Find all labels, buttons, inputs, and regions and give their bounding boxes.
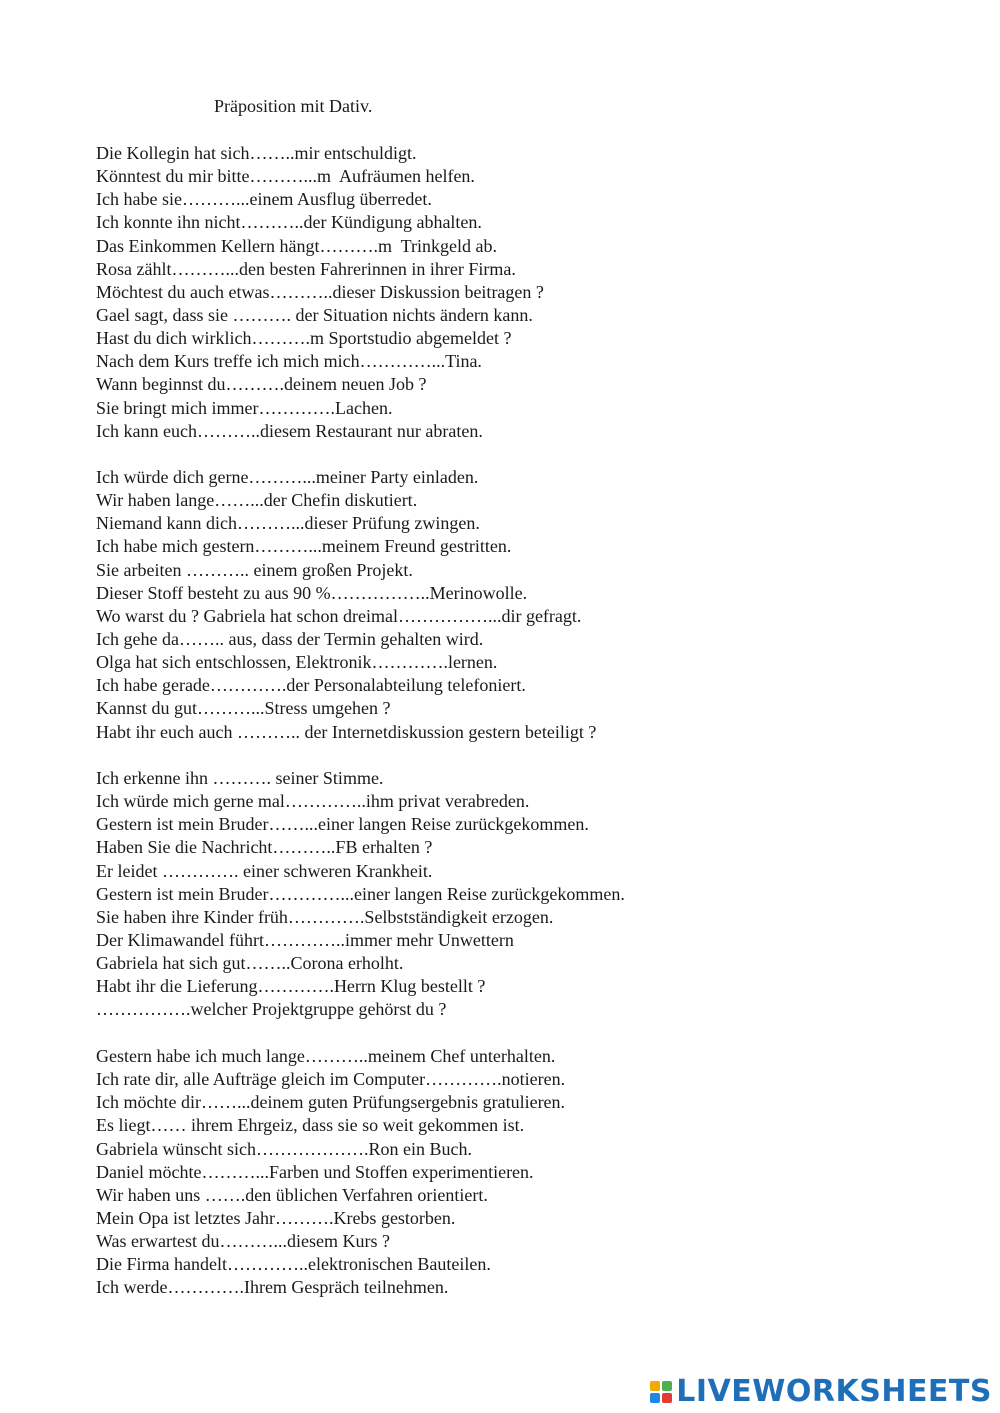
sentence-line: Gael sagt, dass sie ………. der Situation nichts ändern kann. — [96, 304, 533, 325]
sentence-line: Ich habe gerade………….der Personalabteilung telefoniert. — [96, 675, 526, 696]
sentence-line: Gestern ist mein Bruder…………...einer langen Reise zurückgekommen. — [96, 883, 625, 904]
sentence-line: Gabriela wünscht sich……………….Ron ein Buch. — [96, 1138, 472, 1159]
logo-tile-1 — [650, 1381, 660, 1391]
sentence-line: Die Firma handelt…………..elektronischen Bauteilen. — [96, 1254, 491, 1275]
sentence-line: Möchtest du auch etwas………..dieser Diskussion beitragen ? — [96, 281, 544, 302]
sentence-line: Ich erkenne ihn ………. seiner Stimme. — [96, 768, 384, 788]
logo-text: LIVEWORKSHEETS — [676, 1374, 992, 1409]
sentence-line: Das Einkommen Kellern hängt……….m Trinkgeld ab. — [96, 235, 497, 256]
sentence-line: Gestern habe ich much lange………..meinem Chef unterhalten. — [96, 1046, 556, 1066]
sentence-line: Ich konnte ihn nicht………..der Kündigung abhalten. — [96, 212, 482, 233]
sentence-line: Haben Sie die Nachricht………..FB erhalten ? — [96, 837, 433, 858]
sentence-line: Wann beginnst du……….deinem neuen Job ? — [96, 374, 427, 395]
sentence-line: Daniel möchte………...Farben und Stoffen experimentieren. — [96, 1161, 534, 1182]
sentence-line: Nach dem Kurs treffe ich mich mich…………...Tina. — [96, 351, 482, 372]
sentence-line: Ich habe sie………...einem Ausflug überredet. — [96, 189, 432, 210]
exercise-block-1 — [96, 142, 544, 443]
liveworksheets-logo[interactable] — [650, 1374, 992, 1409]
sentence-line: Habt ihr die Lieferung………….Herrn Klug bestellt ? — [96, 976, 486, 997]
sentence-line: Mein Opa ist letztes Jahr……….Krebs gestorben. — [96, 1207, 456, 1228]
sentence-line: Habt ihr euch auch ……….. der Internetdiskussion gestern beteiligt ? — [96, 721, 597, 742]
sentence-line: Ich würde mich gerne mal…………..ihm privat verabreden. — [96, 791, 530, 812]
sentence-line: Niemand kann dich………...dieser Prüfung zwingen. — [96, 513, 480, 534]
sentence-line: Wir haben lange……...der Chefin diskutiert. — [96, 490, 418, 511]
sentence-line: Ich kann euch………..diesem Restaurant nur abraten. — [96, 420, 483, 441]
sentence-line: Sie bringt mich immer………….Lachen. — [96, 397, 393, 418]
sentence-line: Olga hat sich entschlossen, Elektronik………….lernen. — [96, 652, 498, 673]
sentence-line: Dieser Stoff besteht zu aus 90 %……………..Merinowolle. — [96, 582, 528, 603]
sentence-line: Ich habe mich gestern………...meinem Freund gestritten. — [96, 536, 512, 557]
sentence-line: Ich werde………….Ihrem Gespräch teilnehmen. — [96, 1277, 449, 1298]
sentence-line: Rosa zählt………...den besten Fahrerinnen in ihrer Firma. — [96, 258, 516, 279]
sentence-line: …………….welcher Projektgruppe gehörst du ? — [96, 999, 447, 1020]
sentence-line: Die Kollegin hat sich……..mir entschuldigt. — [96, 143, 417, 163]
sentence-line: Sie arbeiten ……….. einem großen Projekt. — [96, 559, 413, 580]
sentence-line: Ich würde dich gerne………...meiner Party einladen. — [96, 467, 479, 487]
liveworksheets-logo-icon — [650, 1381, 672, 1403]
worksheet-title: Präposition mit Dativ. — [214, 96, 373, 116]
sentence-line: Er leidet …………. einer schweren Krankheit. — [96, 860, 433, 881]
sentence-line: Ich möchte dir……...deinem guten Prüfungsergebnis gratulieren. — [96, 1092, 566, 1113]
logo-tile-4 — [662, 1393, 672, 1403]
sentence-line: Ich gehe da…….. aus, dass der Termin gehalten wird. — [96, 628, 484, 649]
sentence-line: Kannst du gut………...Stress umgehen ? — [96, 698, 391, 719]
sentence-line: Gabriela hat sich gut……..Corona erholht. — [96, 953, 404, 974]
logo-tile-2 — [662, 1381, 672, 1391]
logo-tile-3 — [650, 1393, 660, 1403]
exercise-block-4 — [96, 1045, 565, 1300]
sentence-line: Gestern ist mein Bruder……...einer langen Reise zurückgekommen. — [96, 814, 589, 835]
sentence-line: Sie haben ihre Kinder früh………….Selbstständigkeit erzogen. — [96, 906, 554, 927]
sentence-line: Ich rate dir, alle Aufträge gleich im Computer………….notieren. — [96, 1069, 566, 1090]
exercise-block-2 — [96, 466, 596, 744]
sentence-line: Könntest du mir bitte………...m Aufräumen helfen. — [96, 166, 475, 187]
sentence-line: Es liegt…… ihrem Ehrgeiz, dass sie so weit gekommen ist. — [96, 1115, 525, 1136]
sentence-line: Der Klimawandel führt…………..immer mehr Unwettern — [96, 929, 514, 950]
sentence-line: Was erwartest du………...diesem Kurs ? — [96, 1231, 390, 1252]
sentence-line: Hast du dich wirklich……….m Sportstudio abgemeldet ? — [96, 328, 512, 349]
sentence-line: Wir haben uns …….den üblichen Verfahren orientiert. — [96, 1184, 488, 1205]
exercise-block-3 — [96, 767, 625, 1022]
sentence-line: Wo warst du ? Gabriela hat schon dreimal……………...dir gefragt. — [96, 605, 582, 626]
